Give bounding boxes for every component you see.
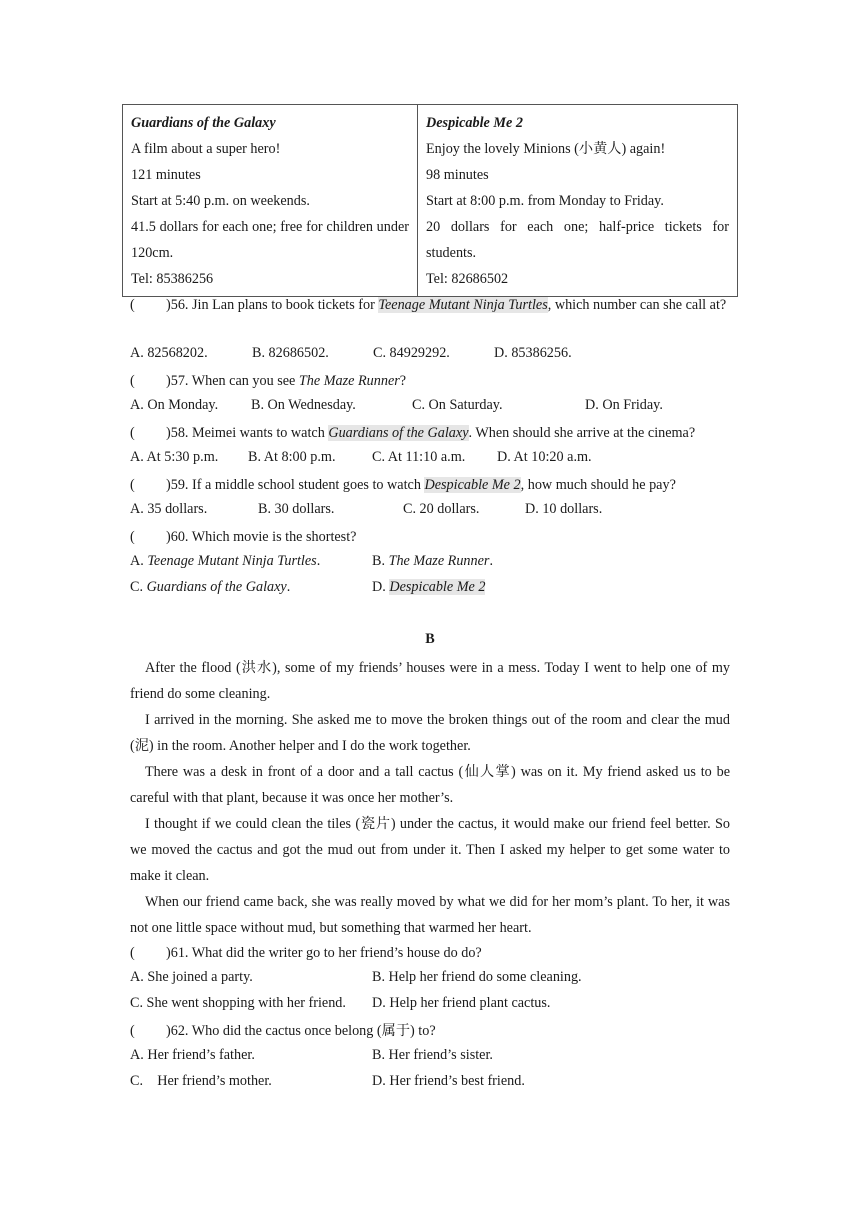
movie-info-table — [122, 104, 738, 297]
option-b: B. 82686502. — [252, 345, 329, 361]
movie-price: 20 dollars for each one; half-price tickets for students. — [426, 219, 729, 261]
movie-name: The Maze Runner — [298, 373, 400, 389]
question-61: ( )61. What did the writer go to her friend’s house do do? — [130, 945, 482, 961]
option-d: D. Her friend’s best friend. — [372, 1073, 525, 1089]
passage-paragraph: I thought if we could clean the tiles (瓷片) under the cactus, it would make our friend feel better. So we moved the cactus and got the mud out from under it. Then I asked my helper to get some water to make it clean. — [130, 816, 730, 884]
movie-start-time: Start at 5:40 p.m. on weekends. — [131, 193, 310, 209]
option-a: A. Teenage Mutant Ninja Turtles. — [130, 553, 321, 569]
passage-paragraph: After the flood (洪水), some of my friends’ houses were in a mess. Today I went to help one of my friend do some cleaning. — [130, 660, 730, 702]
option-b: B. At 8:00 p.m. — [248, 449, 336, 465]
option-a: A. She joined a party. — [130, 969, 253, 985]
passage-paragraph: There was a desk in front of a door and a tall cactus (仙人掌) was on it. My friend asked us to be careful with that plant, because it was once her mother’s. — [130, 764, 730, 806]
movie-title: Guardians of the Galaxy — [131, 115, 276, 131]
question-57: ( )57. When can you see The Maze Runner? — [130, 373, 407, 389]
movie-card-despicable — [418, 105, 738, 297]
movie-name: Guardians of the Galaxy — [328, 425, 469, 441]
option-d: D. On Friday. — [585, 397, 663, 413]
passage-paragraph: When our friend came back, she was really moved by what we did for her mom’s plant. To her, it was not one little space without mud, but something that warmed her heart. — [130, 894, 730, 936]
movie-name: Despicable Me 2 — [424, 477, 521, 493]
option-d: D. 85386256. — [494, 345, 572, 361]
movie-length: 121 minutes — [131, 167, 201, 183]
question-59: ( )59. If a middle school student goes to watch Despicable Me 2, how much should he pay? — [130, 477, 676, 493]
option-a: A. On Monday. — [130, 397, 219, 413]
movie-description: A film about a super hero! — [131, 141, 281, 157]
option-b: B. Help her friend do some cleaning. — [372, 969, 582, 985]
passage-paragraph: I arrived in the morning. She asked me to move the broken things out of the room and clear the mud (泥) in the room. Another helper and I do the work together. — [130, 712, 730, 754]
movie-description: Enjoy the lovely Minions (小黄人) again! — [426, 141, 666, 157]
movie-title: Despicable Me 2 — [426, 115, 523, 131]
option-d: D. Despicable Me 2 — [372, 579, 486, 595]
option-d: D. Help her friend plant cactus. — [372, 995, 551, 1011]
movie-name: Teenage Mutant Ninja Turtles — [378, 297, 548, 313]
option-d: D. At 10:20 a.m. — [497, 449, 592, 465]
option-c: C. Guardians of the Galaxy. — [130, 579, 291, 595]
option-c: C. 20 dollars. — [403, 501, 480, 517]
option-c: C. 84929292. — [373, 345, 450, 361]
movie-length: 98 minutes — [426, 167, 489, 183]
option-a: A. Her friend’s father. — [130, 1047, 255, 1063]
question-60: ( )60. Which movie is the shortest? — [130, 529, 357, 545]
option-c: C. She went shopping with her friend. — [130, 995, 346, 1011]
option-b: B. 30 dollars. — [258, 501, 335, 517]
question-58: ( )58. Meimei wants to watch Guardians of the Galaxy. When should she arrive at the cinema? — [130, 425, 696, 441]
option-a: A. 82568202. — [130, 345, 208, 361]
section-heading: B — [425, 631, 435, 647]
option-c: C. On Saturday. — [412, 397, 503, 413]
option-b: B. On Wednesday. — [251, 397, 356, 413]
question-56: ( )56. Jin Lan plans to book tickets for Teenage Mutant Ninja Turtles, which number can she call at? — [130, 297, 727, 313]
option-c: C. At 11:10 a.m. — [372, 449, 466, 465]
option-a: A. At 5:30 p.m. — [130, 449, 219, 465]
option-b: B. Her friend’s sister. — [372, 1047, 493, 1063]
option-c: C. Her friend’s mother. — [130, 1073, 272, 1089]
movie-tel: Tel: 85386256 — [131, 271, 214, 287]
movie-start-time: Start at 8:00 p.m. from Monday to Friday. — [426, 193, 664, 209]
option-d: D. 10 dollars. — [525, 501, 603, 517]
option-b: B. The Maze Runner. — [372, 553, 493, 569]
movie-card-guardians — [123, 105, 418, 297]
option-a: A. 35 dollars. — [130, 501, 208, 517]
movie-tel: Tel: 82686502 — [426, 271, 509, 287]
question-62: ( )62. Who did the cactus once belong (属于) to? — [130, 1023, 436, 1039]
movie-price: 41.5 dollars for each one; free for children under 120cm. — [131, 219, 409, 261]
